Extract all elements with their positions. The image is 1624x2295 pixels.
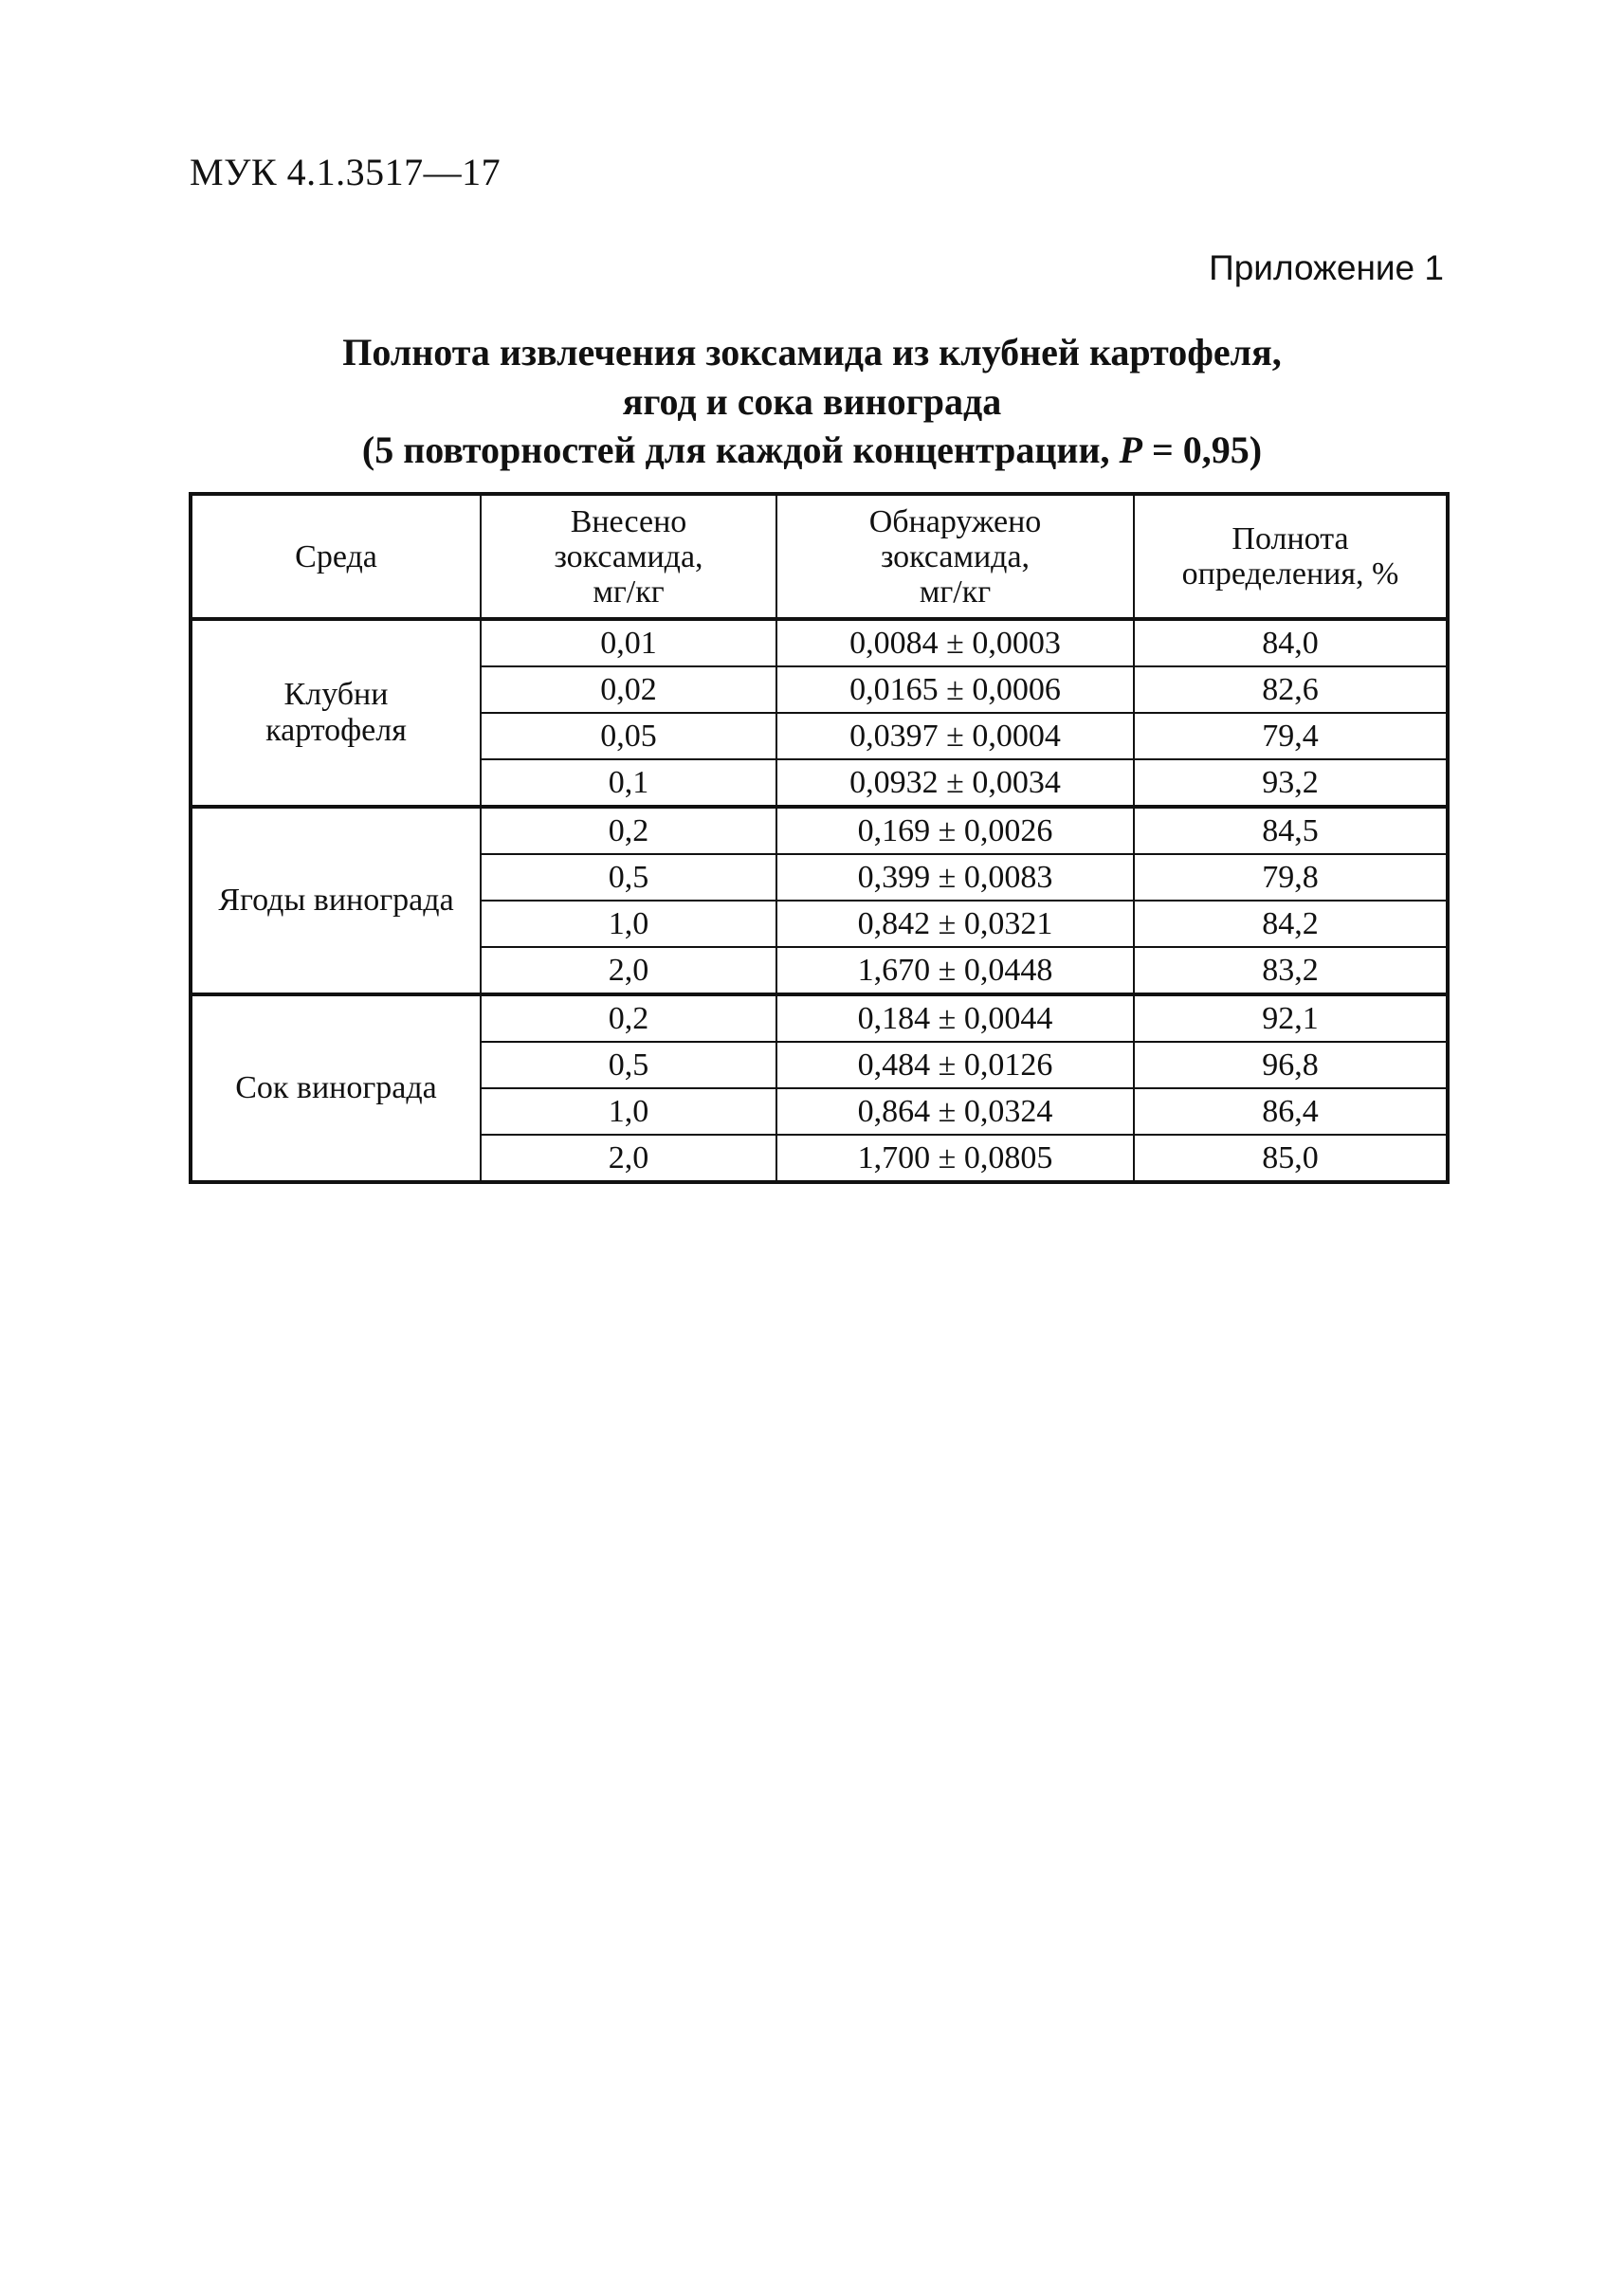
- column-header-added-l3: мг/кг: [593, 574, 665, 610]
- table-title-line-3: [152, 426, 1472, 475]
- found-cell: 0,169 ± 0,0026: [776, 807, 1134, 854]
- column-header-added-l1: Внесено: [570, 503, 687, 539]
- table-row: [191, 619, 1448, 666]
- recovery-cell: 84,0: [1134, 619, 1448, 666]
- recovery-cell: 83,2: [1134, 947, 1448, 994]
- found-cell: 0,0397 ± 0,0004: [776, 713, 1134, 759]
- document-code: МУК 4.1.3517—17: [190, 151, 502, 193]
- found-cell: 0,864 ± 0,0324: [776, 1088, 1134, 1135]
- column-header-recovery-l1: Полнота: [1232, 521, 1349, 556]
- probability-symbol: P: [1119, 428, 1142, 471]
- recovery-cell: 82,6: [1134, 666, 1448, 713]
- recovery-cell: 92,1: [1134, 994, 1448, 1042]
- found-cell: 1,670 ± 0,0448: [776, 947, 1134, 994]
- column-header-found-l2: зоксамида,: [880, 538, 1031, 574]
- found-cell: 0,484 ± 0,0126: [776, 1042, 1134, 1088]
- table-title-line-1: Полнота извлечения зоксамида из клубней картофеля,: [342, 331, 1282, 373]
- column-header-found-l1: Обнаружено: [868, 503, 1042, 539]
- added-cell: 2,0: [481, 1135, 776, 1182]
- medium-grape-berries-l1: Ягоды винограда: [218, 883, 454, 918]
- table-header-row: [191, 494, 1448, 619]
- found-cell: 0,0084 ± 0,0003: [776, 619, 1134, 666]
- medium-potato-l1: Клубни: [283, 677, 389, 712]
- column-header-medium-text: Среда: [295, 538, 377, 574]
- added-cell: 0,1: [481, 759, 776, 807]
- recovery-cell: 85,0: [1134, 1135, 1448, 1182]
- added-cell: 1,0: [481, 1088, 776, 1135]
- title-line-3-prefix: (5 повторностей для каждой концентрации,: [361, 428, 1120, 471]
- recovery-cell: 93,2: [1134, 759, 1448, 807]
- found-cell: 1,700 ± 0,0805: [776, 1135, 1134, 1182]
- table-title-line-2: ягод и сока винограда: [622, 380, 1002, 423]
- recovery-cell: 84,2: [1134, 901, 1448, 947]
- medium-cell-grape-berries: [191, 807, 481, 994]
- medium-cell-potato: [191, 619, 481, 807]
- added-cell: 0,02: [481, 666, 776, 713]
- added-cell: 0,5: [481, 854, 776, 901]
- column-header-added-l2: зоксамида,: [554, 538, 703, 574]
- found-cell: 0,184 ± 0,0044: [776, 994, 1134, 1042]
- recovery-table: [189, 492, 1450, 1184]
- table-row: [191, 807, 1448, 854]
- table-row: [191, 994, 1448, 1042]
- column-header-found-l3: мг/кг: [919, 574, 992, 610]
- recovery-cell: 84,5: [1134, 807, 1448, 854]
- found-cell: 0,842 ± 0,0321: [776, 901, 1134, 947]
- column-header-added: [481, 494, 776, 619]
- found-cell: 0,0165 ± 0,0006: [776, 666, 1134, 713]
- recovery-cell: 79,8: [1134, 854, 1448, 901]
- column-header-recovery: [1134, 494, 1448, 619]
- added-cell: 0,2: [481, 994, 776, 1042]
- medium-cell-grape-juice: [191, 994, 481, 1182]
- appendix-label: Приложение 1: [1209, 248, 1444, 287]
- column-header-recovery-l2: определения, %: [1181, 556, 1399, 592]
- found-cell: 0,0932 ± 0,0034: [776, 759, 1134, 807]
- added-cell: 1,0: [481, 901, 776, 947]
- column-header-found: [776, 494, 1134, 619]
- found-cell: 0,399 ± 0,0083: [776, 854, 1134, 901]
- added-cell: 0,01: [481, 619, 776, 666]
- title-line-3-suffix: = 0,95): [1141, 428, 1263, 471]
- recovery-cell: 79,4: [1134, 713, 1448, 759]
- recovery-cell: 86,4: [1134, 1088, 1448, 1135]
- medium-potato-l2: картофеля: [265, 713, 407, 748]
- medium-grape-juice-l1: Сок винограда: [235, 1070, 437, 1105]
- added-cell: 0,5: [481, 1042, 776, 1088]
- column-header-medium: [191, 494, 481, 619]
- added-cell: 0,2: [481, 807, 776, 854]
- added-cell: 2,0: [481, 947, 776, 994]
- recovery-cell: 96,8: [1134, 1042, 1448, 1088]
- added-cell: 0,05: [481, 713, 776, 759]
